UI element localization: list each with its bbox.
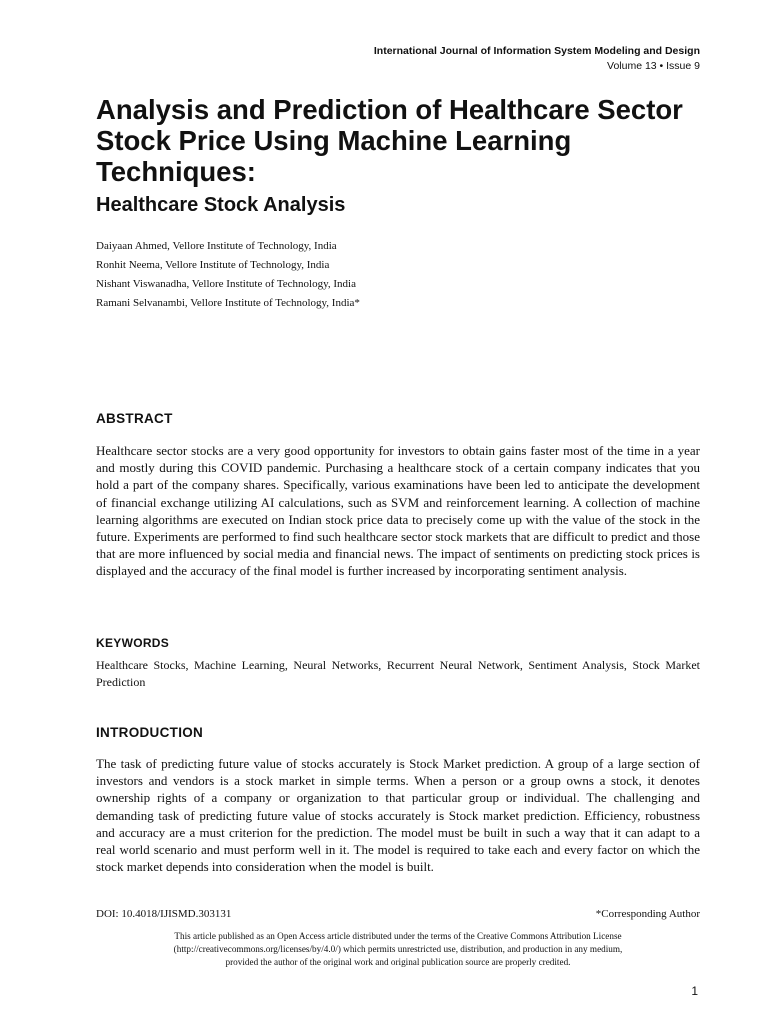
title-block bbox=[96, 94, 716, 219]
license-line: provided the author of the original work and original publication source are properly credited. bbox=[225, 957, 571, 967]
paper-subtitle: Healthcare Stock Analysis bbox=[96, 194, 346, 216]
doi-link[interactable]: DOI: 10.4018/IJISMD.303131 bbox=[96, 908, 232, 920]
license-notice bbox=[96, 930, 700, 969]
author-line: Ramani Selvanambi, Vellore Institute of Technology, India* bbox=[96, 297, 360, 309]
author-line: Nishant Viswanadha, Vellore Institute of Technology, India bbox=[96, 278, 356, 290]
introduction-text: The task of predicting future value of stocks accurately is Stock Market prediction. A group of a large section of investors and vendors is a stock market in simple terms. When a person or a group owns a stock, it denotes ownership rights of a company or organization to that particular group or individual. The challenging and demanding task of predicting future value of stocks accurately is Stock market prediction. Efficiency, robustness and accuracy are a must criterion for the prediction. The model must be built in such a way that it can adapt to a real world scenario and must perform well in it. The model is required to take each and every factor on which the stock market depends into consideration when the model is built. bbox=[96, 756, 700, 875]
journal-header bbox=[374, 44, 700, 74]
paper-title: Analysis and Prediction of Healthcare Sector Stock Price Using Machine Learning Techniques: bbox=[96, 94, 683, 187]
keywords-heading: KEYWORDS bbox=[96, 636, 170, 650]
license-line: (http://creativecommons.org/licenses/by/4.0/) which permits unrestricted use, distribution, and production in any medium, bbox=[173, 944, 623, 954]
corresponding-author-note: *Corresponding Author bbox=[595, 908, 700, 920]
license-line: This article published as an Open Access article distributed under the terms of the Creative Commons Attribution License bbox=[174, 931, 622, 941]
page-number: 1 bbox=[691, 984, 698, 998]
abstract-heading: ABSTRACT bbox=[96, 411, 173, 426]
introduction-heading: INTRODUCTION bbox=[96, 725, 204, 740]
author-line: Daiyaan Ahmed, Vellore Institute of Technology, India bbox=[96, 240, 337, 252]
author-line: Ronhit Neema, Vellore Institute of Technology, India bbox=[96, 259, 330, 271]
journal-name: International Journal of Information System Modeling and Design bbox=[373, 45, 700, 57]
abstract-text: Healthcare sector stocks are a very good opportunity for investors to obtain gains faster most of the time in a year and mostly during this COVID pandemic. Purchasing a healthcare stock of a certain company indicates that you hold a part of the company shares. Specifically, various examinations have been led to anticipate the development of financial exchange utilizing AI calculations, such as SVM and reinforcement learning. A collection of machine learning algorithms are executed on Indian stock price data to precisely come up with the value of the stock in the future. Experiments are performed to find such healthcare sector stock markets that are difficult to predict and those that are more influenced by social media and financial news. The impact of sentiments on predicting stock prices is displayed and the accuracy of the final model is further increased by incorporating sentiment analysis. bbox=[96, 443, 700, 579]
author-list bbox=[96, 237, 360, 313]
keywords-text: Healthcare Stocks, Machine Learning, Neural Networks, Recurrent Neural Network, Sentiment Analysis, Stock Market Prediction bbox=[96, 658, 700, 689]
journal-volume-issue: Volume 13 • Issue 9 bbox=[607, 60, 700, 72]
